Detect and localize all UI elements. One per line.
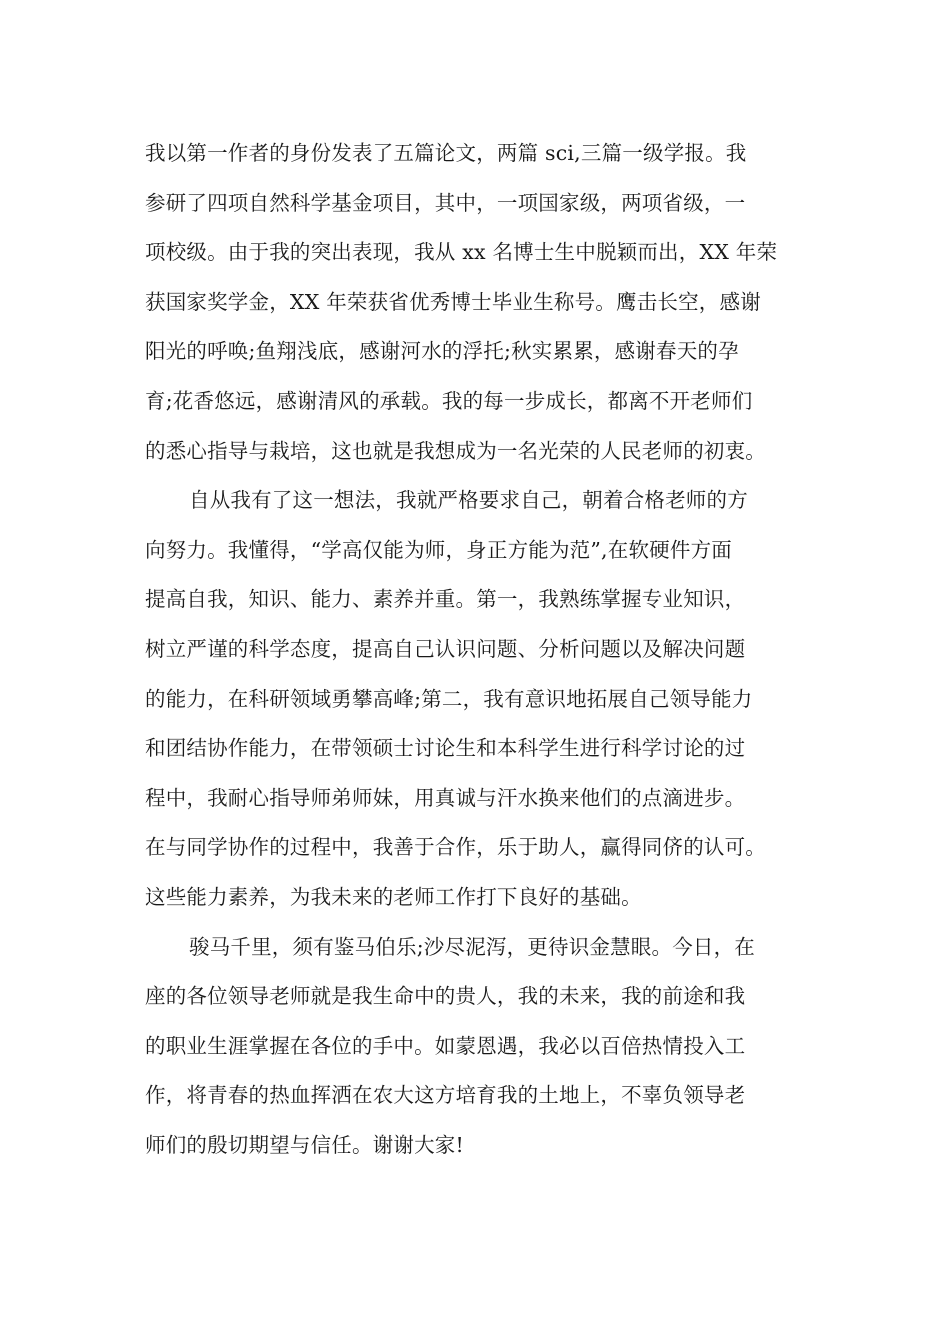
- text-line: 向努力。我懂得，“学高仅能为师，身正方能为范”,在软硬件方面: [145, 537, 732, 562]
- text-line: 的悉心指导与栽培，这也就是我想成为一名光荣的人民老师的初衷。: [145, 438, 766, 463]
- paragraph-aspiration: [145, 476, 817, 922]
- text-line: 提高自我，知识、能力、素养并重。第一，我熟练掌握专业知识，: [145, 587, 746, 612]
- text-line: 座的各位领导老师就是我生命中的贵人，我的未来，我的前途和我: [145, 984, 746, 1009]
- text-line: 这些能力素养，为我未来的老师工作打下良好的基础。: [145, 884, 642, 909]
- document-body: [145, 129, 817, 1170]
- text-line: 我以第一作者的身份发表了五篇论文，两篇 sci,三篇一级学报。我: [145, 141, 747, 165]
- paragraph-achievements: [145, 129, 817, 476]
- text-line: 的职业生涯掌握在各位的手中。如蒙恩遇，我必以百倍热情投入工: [145, 1033, 746, 1058]
- text-line: 树立严谨的科学态度，提高自己认识问题、分析问题以及解决问题: [145, 636, 746, 661]
- text-line: 的能力，在科研领域勇攀高峰;第二，我有意识地拓展自己领导能力: [145, 686, 753, 711]
- text-line: 在与同学协作的过程中，我善于合作，乐于助人，赢得同侪的认可。: [145, 835, 766, 860]
- text-line: 阳光的呼唤;鱼翔浅底，感谢河水的浮托;秋实累累，感谢春天的孕: [145, 339, 739, 364]
- text-line: 育;花香悠远，感谢清风的承载。我的每一步成长，都离不开老师们: [145, 388, 753, 413]
- text-line: 程中，我耐心指导师弟师妹，用真诚与汗水换来他们的点滴进步。: [145, 785, 746, 810]
- text-line: 骏马千里，须有鉴马伯乐;沙尽泥泻，更待识金慧眼。今日，在: [189, 934, 756, 959]
- text-line: 作，将青春的热血挥洒在农大这方培育我的土地上，不辜负领导老: [145, 1083, 746, 1108]
- text-line: 获国家奖学金，XX 年荣获省优秀博士毕业生称号。鹰击长空，感谢: [145, 289, 761, 314]
- text-line: 师们的殷切期望与信任。谢谢大家!: [145, 1132, 464, 1157]
- text-line: 项校级。由于我的突出表现，我从 xx 名博士生中脱颖而出，XX 年荣: [145, 240, 778, 265]
- paragraph-closing: [145, 923, 817, 1171]
- text-line: 参研了四项自然科学基金项目，其中，一项国家级，两项省级，一: [145, 190, 746, 215]
- text-line: 和团结协作能力，在带领硕士讨论生和本科学生进行科学讨论的过: [145, 736, 746, 761]
- text-line: 自从我有了这一想法，我就严格要求自己，朝着合格老师的方: [189, 488, 748, 513]
